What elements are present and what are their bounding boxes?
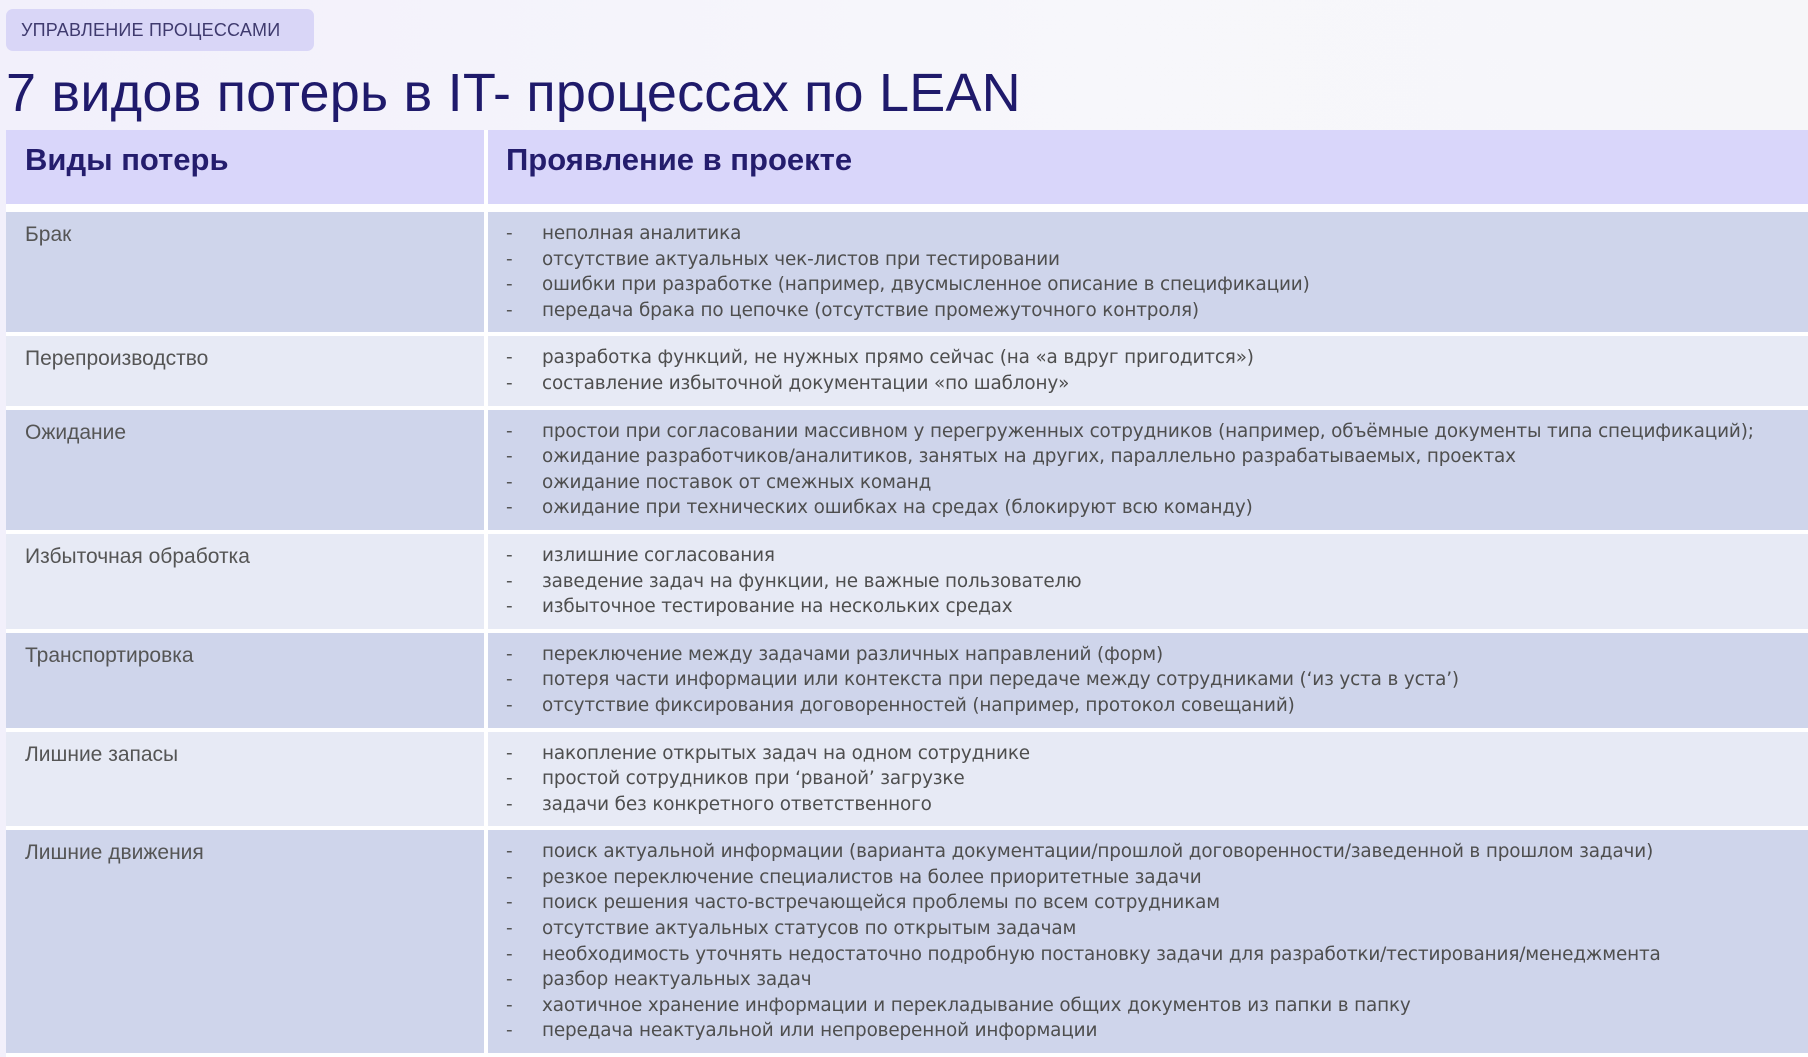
list-item bbox=[506, 667, 1808, 693]
list-item bbox=[506, 298, 1808, 324]
table-body bbox=[6, 212, 1808, 1057]
list-item bbox=[506, 594, 1808, 620]
bullet-dash: - bbox=[506, 768, 513, 790]
table-row bbox=[6, 633, 1808, 732]
list-item bbox=[506, 693, 1808, 719]
list-item bbox=[506, 419, 1808, 445]
list-item bbox=[506, 766, 1808, 792]
bullet-dash: - bbox=[506, 347, 513, 369]
list-item bbox=[506, 839, 1808, 865]
list-item-text: ожидание поставок от смежных команд bbox=[542, 471, 932, 493]
list-item-text: разработка функций, не нужных прямо сейчас (на «а вдруг пригодится») bbox=[542, 347, 1254, 369]
bullet-dash: - bbox=[506, 841, 513, 863]
list-item-text: избыточное тестирование на нескольких средах bbox=[542, 596, 1013, 618]
bullet-dash: - bbox=[506, 918, 513, 940]
list-item bbox=[506, 642, 1808, 668]
table-row bbox=[6, 830, 1808, 1057]
list-item-text: заведение задач на функции, не важные пользователю bbox=[542, 570, 1082, 592]
manifestation-list bbox=[484, 732, 1808, 827]
list-item bbox=[506, 916, 1808, 942]
bullet-dash: - bbox=[506, 793, 513, 815]
table-row bbox=[6, 732, 1808, 831]
list-item bbox=[506, 247, 1808, 273]
section-badge: УПРАВЛЕНИЕ ПРОЦЕССАМИ bbox=[6, 9, 314, 51]
manifestation-list bbox=[484, 336, 1808, 405]
bullet-dash: - bbox=[506, 969, 513, 991]
waste-type-label: Ожидание bbox=[25, 420, 127, 444]
bullet-dash: - bbox=[506, 420, 513, 442]
bullet-dash: - bbox=[506, 943, 513, 965]
list-item bbox=[506, 865, 1808, 891]
column-header-manifestation: Проявление в проекте bbox=[484, 130, 1808, 204]
waste-type-label: Избыточная обработка bbox=[25, 544, 250, 568]
bullet-dash: - bbox=[506, 274, 513, 296]
list-item-text: ошибки при разработке (например, двусмысленное описание в спецификации) bbox=[542, 274, 1310, 296]
list-item bbox=[506, 993, 1808, 1019]
list-item-text: простой сотрудников при ‘рваной’ загрузке bbox=[542, 768, 965, 790]
bullet-dash: - bbox=[506, 372, 513, 394]
waste-type-label: Перепроизводство bbox=[25, 347, 209, 371]
waste-type-label: Брак bbox=[25, 223, 72, 246]
table-row bbox=[6, 212, 1808, 336]
bullet-dash: - bbox=[506, 892, 513, 914]
list-item-text: поиск актуальной информации (варианта документации/прошлой договоренности/заведенной в прошлом задачи) bbox=[542, 841, 1654, 863]
list-item-text: хаотичное хранение информации и перекладывание общих документов из папки в папку bbox=[542, 994, 1411, 1016]
list-item bbox=[506, 543, 1808, 569]
list-item bbox=[506, 741, 1808, 767]
list-item-text: отсутствие актуальных чек-листов при тестировании bbox=[542, 248, 1060, 270]
list-item bbox=[506, 792, 1808, 818]
manifestation-list bbox=[484, 534, 1808, 629]
list-item-text: передача брака по цепочке (отсутствие промежуточного контроля) bbox=[542, 299, 1199, 321]
bullet-dash: - bbox=[506, 694, 513, 716]
manifestation-list bbox=[484, 830, 1808, 1053]
list-item bbox=[506, 1018, 1808, 1044]
waste-table bbox=[6, 130, 1808, 1057]
list-item bbox=[506, 495, 1808, 521]
bullet-dash: - bbox=[506, 248, 513, 270]
page-title: 7 видов потерь в IT- процессах по LEAN bbox=[6, 63, 1021, 123]
list-item bbox=[506, 942, 1808, 968]
table-row bbox=[6, 336, 1808, 409]
list-item bbox=[506, 371, 1808, 397]
table-header-row bbox=[6, 130, 1808, 212]
waste-type-label: Лишние запасы bbox=[25, 742, 179, 766]
list-item bbox=[506, 967, 1808, 993]
table-row bbox=[6, 534, 1808, 633]
list-item-text: отсутствие фиксирования договоренностей (например, протокол совещаний) bbox=[542, 694, 1295, 716]
list-item bbox=[506, 444, 1808, 470]
list-item-text: составление избыточной документации «по шаблону» bbox=[542, 372, 1070, 394]
bullet-dash: - bbox=[506, 299, 513, 321]
manifestation-list bbox=[484, 212, 1808, 332]
manifestation-list bbox=[484, 410, 1808, 530]
list-item-text: необходимость уточнять недостаточно подробную постановку задачи для разработки/тестирования/менеджмента bbox=[542, 943, 1661, 965]
table-row bbox=[6, 410, 1808, 534]
list-item-text: неполная аналитика bbox=[542, 223, 742, 244]
list-item-text: поиск решения часто-встречающейся проблемы по всем сотрудникам bbox=[542, 892, 1221, 914]
list-item bbox=[506, 221, 1808, 247]
list-item bbox=[506, 470, 1808, 496]
list-item-text: резкое переключение специалистов на более приоритетные задачи bbox=[542, 866, 1202, 888]
bullet-dash: - bbox=[506, 497, 513, 519]
list-item-text: ожидание разработчиков/аналитиков, занятых на других, параллельно разрабатываемых, проектах bbox=[542, 446, 1516, 468]
bullet-dash: - bbox=[506, 643, 513, 665]
list-item-text: отсутствие актуальных статусов по открытым задачам bbox=[542, 918, 1077, 940]
bullet-dash: - bbox=[506, 1020, 513, 1042]
list-item-text: задачи без конкретного ответственного bbox=[542, 793, 932, 815]
bullet-dash: - bbox=[506, 471, 513, 493]
list-item-text: ожидание при технических ошибках на средах (блокируют всю команду) bbox=[542, 497, 1253, 519]
column-header-waste-type: Виды потерь bbox=[25, 142, 229, 177]
list-item bbox=[506, 272, 1808, 298]
waste-type-label: Транспортировка bbox=[25, 643, 194, 667]
waste-type-label: Лишние движения bbox=[25, 841, 204, 865]
bullet-dash: - bbox=[506, 223, 513, 244]
bullet-dash: - bbox=[506, 544, 513, 566]
list-item-text: излишние согласования bbox=[542, 544, 775, 566]
bullet-dash: - bbox=[506, 596, 513, 618]
list-item bbox=[506, 345, 1808, 371]
bullet-dash: - bbox=[506, 570, 513, 592]
bullet-dash: - bbox=[506, 446, 513, 468]
bullet-dash: - bbox=[506, 742, 513, 764]
list-item-text: накопление открытых задач на одном сотруднике bbox=[542, 742, 1030, 764]
list-item-text: передача неактуальной или непроверенной информации bbox=[542, 1020, 1098, 1042]
list-item bbox=[506, 890, 1808, 916]
bullet-dash: - bbox=[506, 866, 513, 888]
list-item-text: разбор неактуальных задач bbox=[542, 969, 812, 991]
list-item-text: переключение между задачами различных направлений (форм) bbox=[542, 643, 1164, 665]
list-item-text: простои при согласовании массивном у перегруженных сотрудников (например, объёмные документы типа спецификаций); bbox=[542, 420, 1754, 442]
bullet-dash: - bbox=[506, 669, 513, 691]
list-item-text: потеря части информации или контекста при передаче между сотрудниками (‘из уста в уста’) bbox=[542, 669, 1459, 691]
list-item bbox=[506, 569, 1808, 595]
bullet-dash: - bbox=[506, 994, 513, 1016]
manifestation-list bbox=[484, 633, 1808, 728]
